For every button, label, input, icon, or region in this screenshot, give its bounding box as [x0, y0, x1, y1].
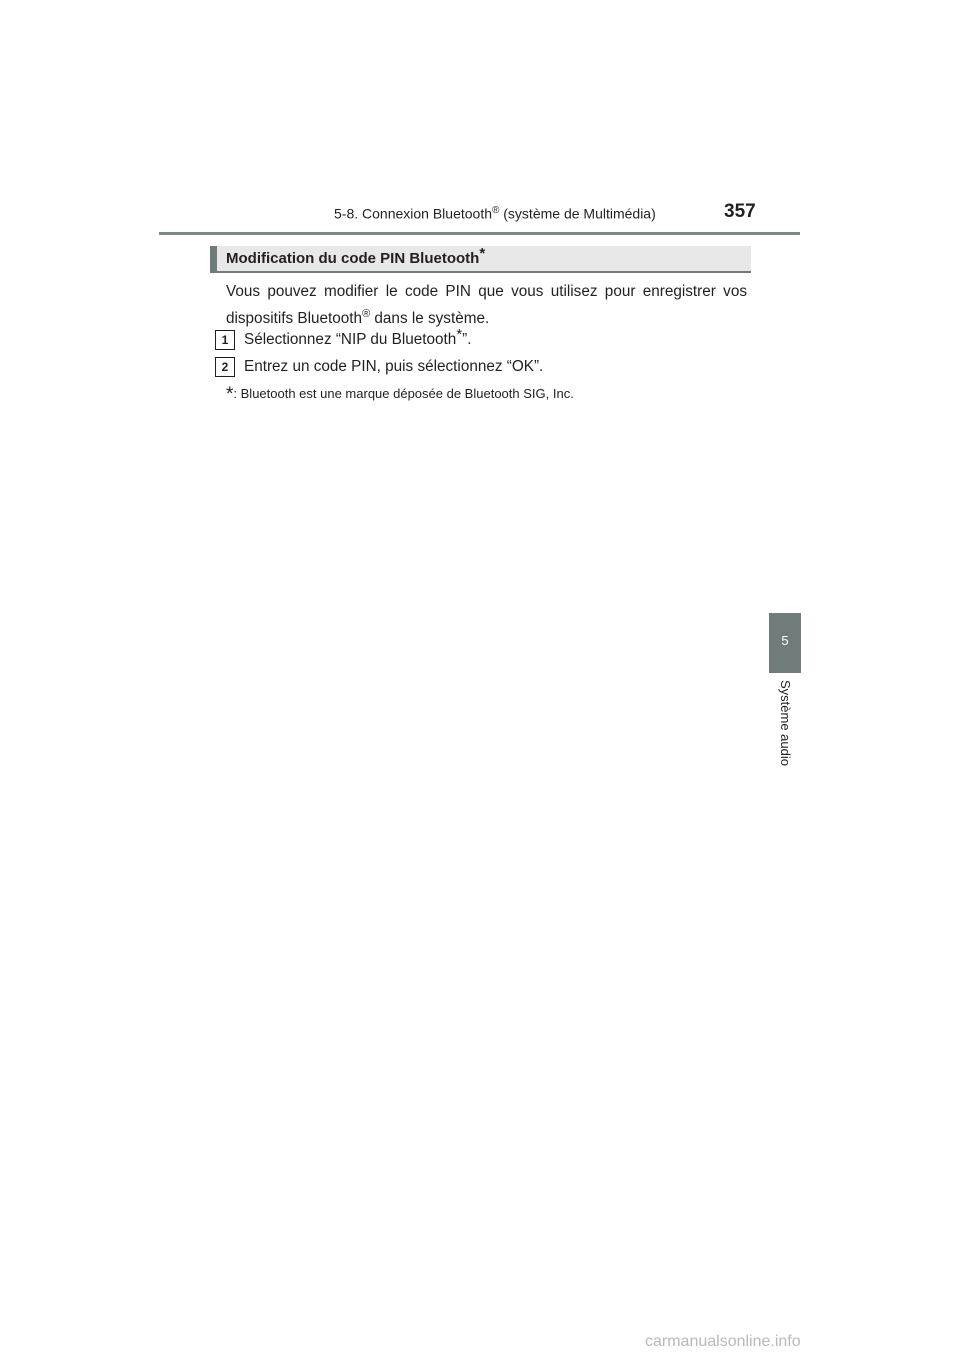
registered-mark: ® [362, 308, 371, 320]
watermark: carmanualsonline.info [645, 1333, 801, 1350]
section-heading-box [210, 246, 751, 273]
chapter-title [334, 205, 656, 222]
step-number-badge: 1 [215, 330, 235, 350]
step-2 [215, 357, 543, 377]
step-1 [215, 326, 472, 350]
asterisk-mark: * [456, 326, 463, 343]
section-accent-bar [210, 246, 217, 273]
footnote [226, 382, 574, 404]
chapter-tab [769, 613, 801, 673]
asterisk-mark: * [226, 384, 234, 405]
intro-text-part2: dans le système. [370, 310, 490, 328]
intro-paragraph [226, 281, 747, 330]
page-number: 357 [724, 201, 756, 222]
step-text [244, 326, 472, 349]
chapter-title-suffix: (système de Multimédia) [499, 205, 656, 222]
chapter-tab-label: Système audio [778, 680, 793, 766]
step-text-before: Sélectionnez “NIP du Bluetooth [244, 331, 457, 348]
header-divider [159, 232, 800, 235]
asterisk-mark: * [479, 245, 486, 262]
intro-text-part1: Vous pouvez modifier le code PIN que vous utilisez pour enregistrer vos dispositifs Bluetooth [226, 283, 747, 328]
step-text-after: ”. [462, 331, 472, 348]
step-number-badge: 2 [215, 357, 235, 377]
step-text: Entrez un code PIN, puis sélectionnez “OK”. [244, 358, 544, 375]
chapter-title-prefix: 5-8. Connexion Bluetooth [334, 205, 492, 222]
registered-mark: ® [492, 205, 500, 216]
chapter-tab-number: 5 [781, 633, 789, 648]
section-title-text: Modification du code PIN Bluetooth [226, 250, 480, 267]
footnote-text: : Bluetooth est une marque déposée de Bluetooth SIG, Inc. [233, 386, 574, 401]
section-title [226, 245, 486, 267]
